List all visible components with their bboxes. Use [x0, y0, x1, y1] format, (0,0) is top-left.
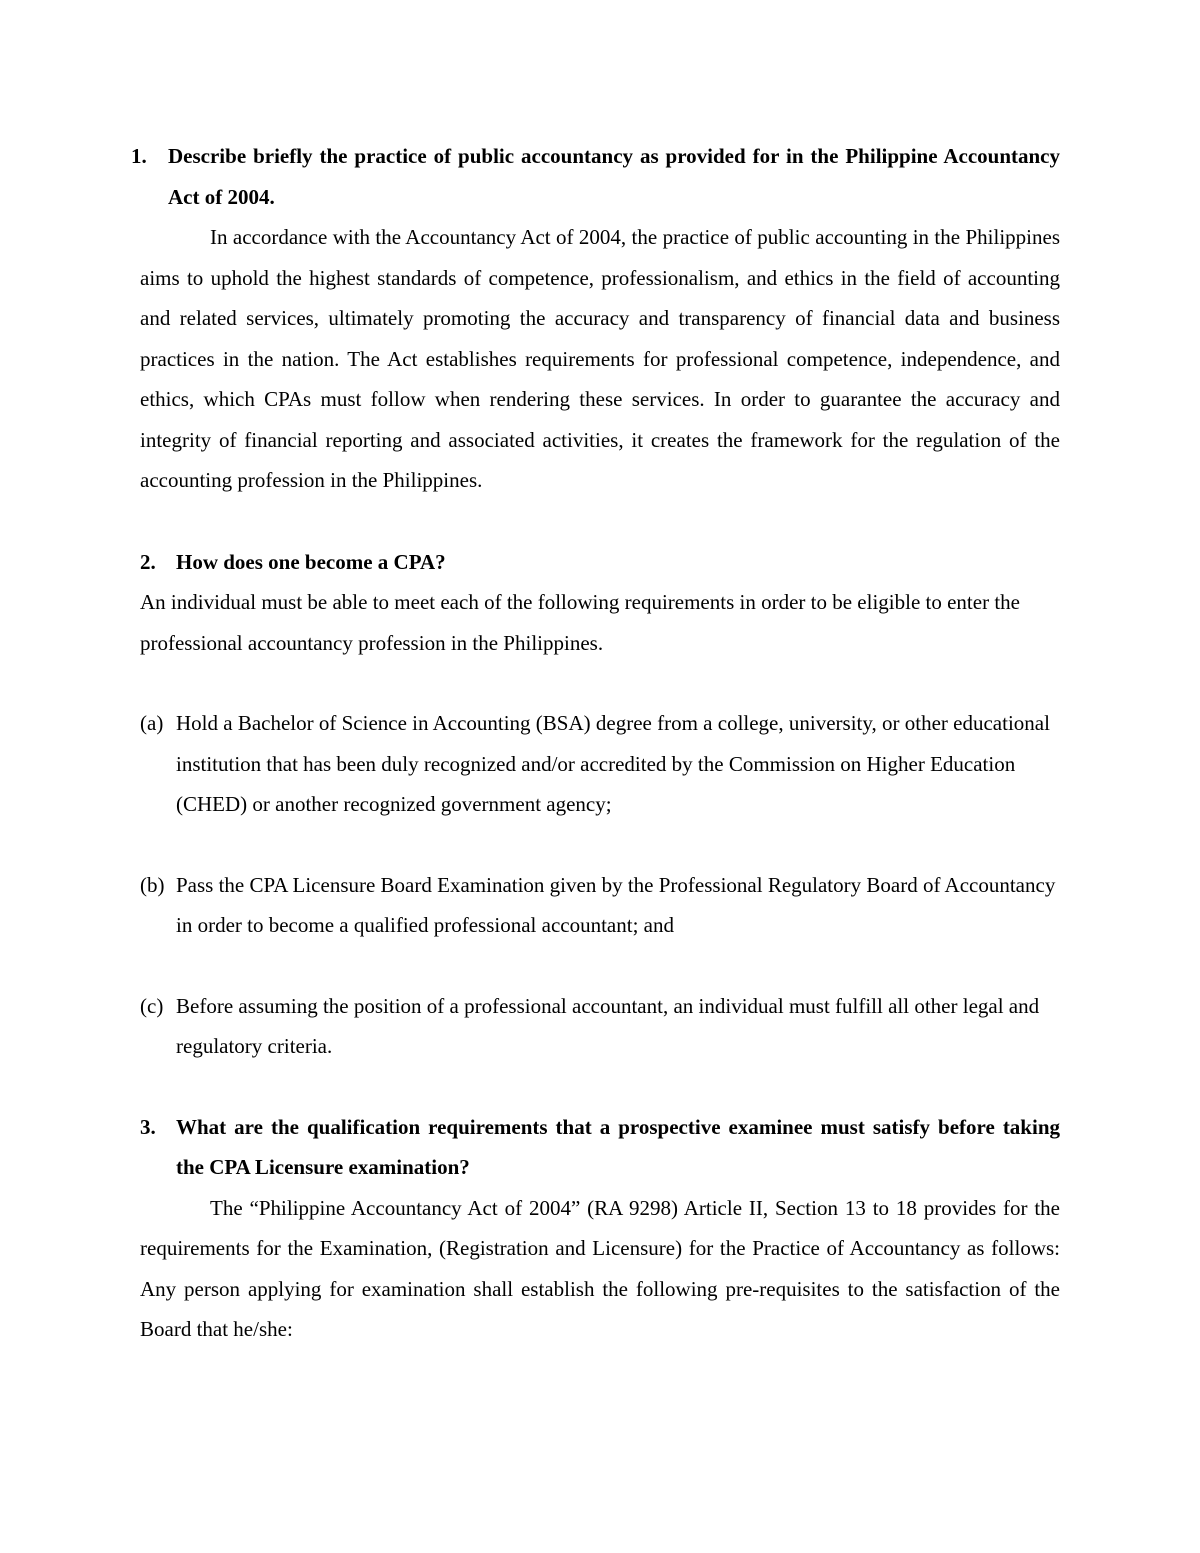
- question-1-text: Describe briefly the practice of public accountancy as provided for in the Philippine Accountancy Act of 2004.: [168, 144, 1060, 209]
- requirement-marker-c: (c): [140, 993, 164, 1018]
- question-1-answer: In accordance with the Accountancy Act of 2004, the practice of public accounting in the Philippines aims to uphold the highest standards of competence, professionalism, and ethics in the field of accounting and related services, ultimately promoting the accuracy and transparency of financial data and business practices in the nation. The Act establishes requirements for professional competence, independence, and ethics, which CPAs must follow when rendering these services. In order to guarantee the accuracy and integrity of financial reporting and associated activities, it creates the framework for the regulation of the accounting profession in the Philippines.: [140, 225, 1060, 492]
- requirement-text-b: Pass the CPA Licensure Board Examination given by the Professional Regulatory Board of Accountancy in order to become a qualified professional accountant; and: [176, 872, 1056, 937]
- requirement-item-a: [140, 703, 1060, 825]
- requirement-item-b: [140, 865, 1060, 946]
- question-1-number: 1.: [131, 144, 147, 168]
- question-3-number: 3.: [140, 1114, 156, 1139]
- question-2-text: How does one become a CPA?: [176, 549, 446, 574]
- question-2-number: 2.: [140, 549, 156, 574]
- requirement-item-c: [140, 986, 1060, 1067]
- requirement-text-c: Before assuming the position of a professional accountant, an individual must fulfill all other legal and regulatory criteria.: [176, 993, 1040, 1058]
- document-body: [131, 136, 1060, 1350]
- question-2-intro: An individual must be able to meet each of the following requirements in order to be eligible to enter the professional accountancy profession in the Philippines.: [140, 590, 1020, 655]
- question-3-heading: [140, 1107, 1060, 1188]
- question-1-heading: [131, 136, 1060, 217]
- question-2-heading: [140, 542, 1060, 583]
- requirement-text-a: Hold a Bachelor of Science in Accounting (BSA) degree from a college, university, or other educational institution that has been duly recognized and/or accredited by the Commission on Higher Education (CHED) or another recognized government agency;: [176, 711, 1050, 816]
- question-3-answer: The “Philippine Accountancy Act of 2004” (RA 9298) Article II, Section 13 to 18 provides for the requirements for the Examination, (Registration and Licensure) for the Practice of Accountancy as follows: Any person applying for examination shall establish the following pre-requisites to the satisfaction of the Board that he/she:: [140, 1195, 1060, 1341]
- requirement-marker-a: (a): [140, 711, 164, 735]
- question-3-text: What are the qualification requirements that a prospective examinee must satisfy before taking the CPA Licensure examination?: [176, 1114, 1060, 1179]
- requirement-marker-b: (b): [140, 872, 165, 897]
